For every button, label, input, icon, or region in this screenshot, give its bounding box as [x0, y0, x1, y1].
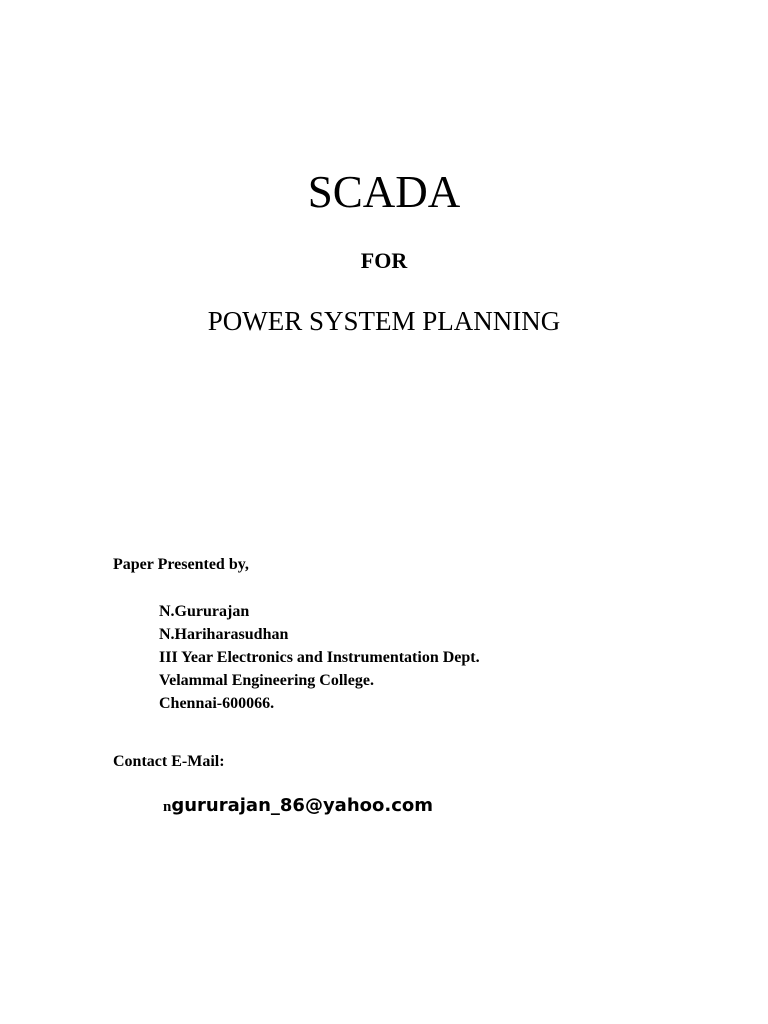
- author-city: Chennai-600066.: [159, 695, 275, 712]
- author-name-2: N.Hariharasudhan: [159, 626, 289, 643]
- contact-email-rest: gururajan_86@yahoo.com: [171, 795, 433, 816]
- author-college: Velammal Engineering College.: [159, 672, 374, 689]
- author-name-1: N.Gururajan: [159, 603, 250, 620]
- document-title: SCADA: [307, 167, 461, 217]
- contact-email-label: Contact E-Mail:: [113, 753, 225, 770]
- contact-email: [163, 795, 433, 816]
- title-connector: FOR: [360, 248, 408, 273]
- document-subtitle: POWER SYSTEM PLANNING: [207, 306, 561, 336]
- contact-email-first-char: n: [163, 799, 172, 815]
- author-details: [159, 600, 480, 715]
- presented-by-label: Paper Presented by,: [113, 556, 249, 573]
- author-department: III Year Electronics and Instrumentation Dept.: [159, 649, 480, 666]
